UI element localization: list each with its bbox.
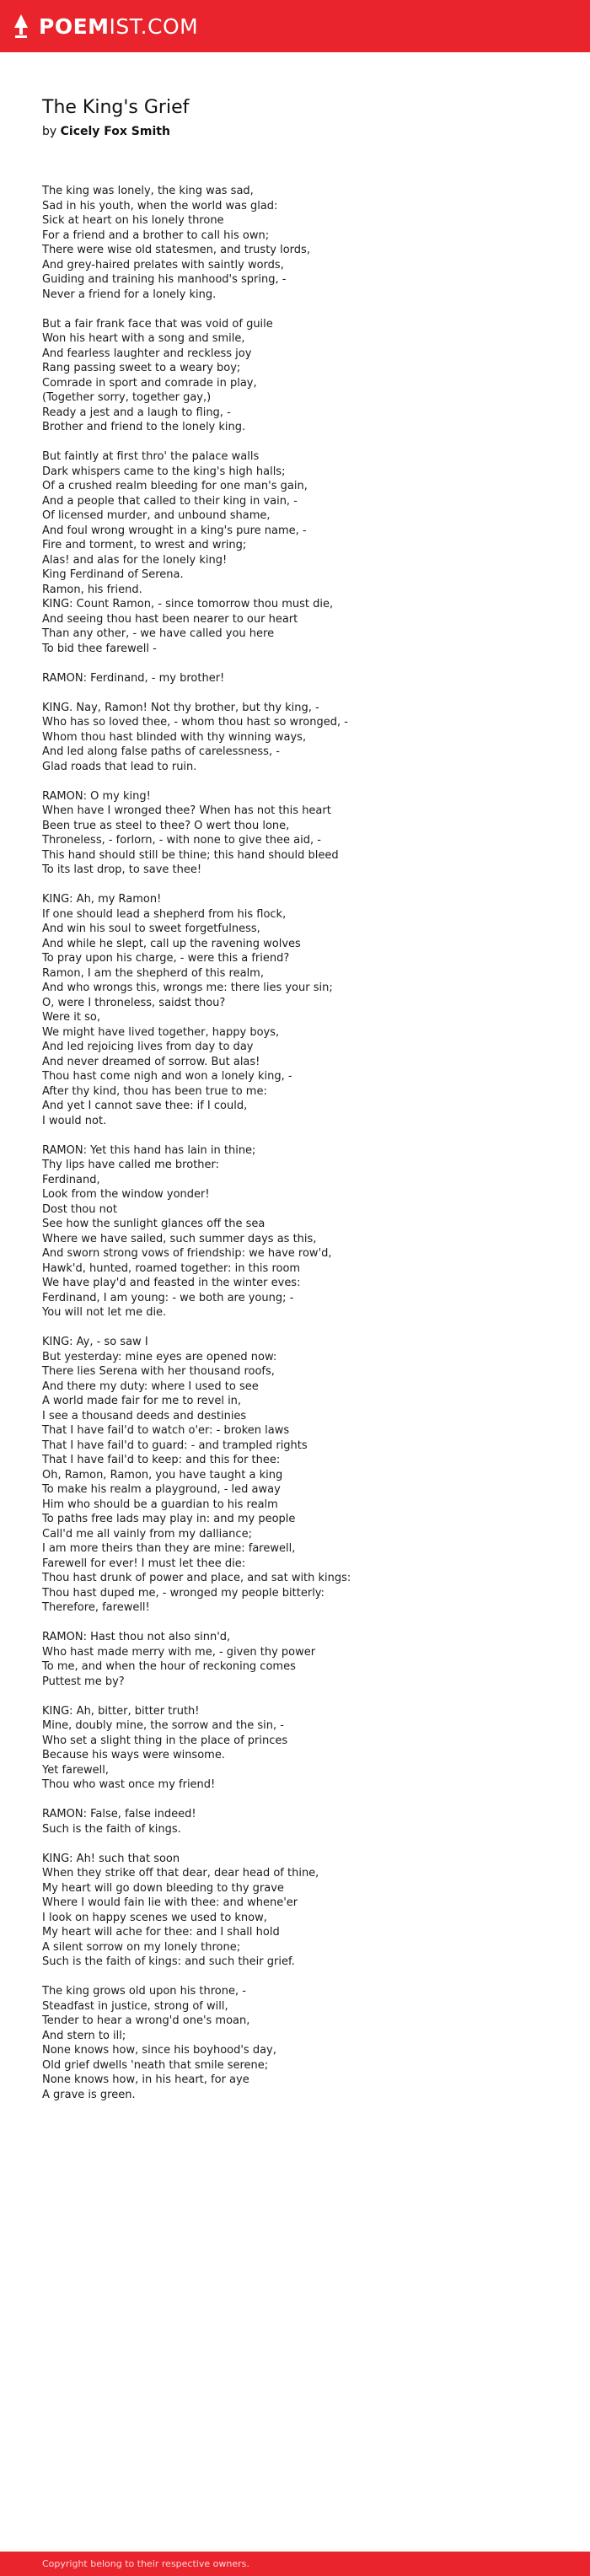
poem-line: And win his soul to sweet forgetfulness,	[42, 922, 260, 935]
poem-line: And there my duty: where I used to see	[42, 1379, 259, 1393]
poem-line: And foul wrong wrought in a king's pure name, -	[42, 524, 307, 537]
logo-wordmark	[39, 14, 198, 39]
poem-line: Guiding and training his manhood's spring, -	[42, 273, 287, 286]
poem-line: Dark whispers came to the king's high halls;	[42, 465, 286, 478]
poem-line: RAMON: Yet this hand has lain in thine;	[42, 1143, 256, 1157]
poem-stanza	[42, 1704, 565, 1793]
poem-line: The king grows old upon his throne, -	[42, 1985, 246, 1998]
poem-line: For a friend and a brother to call his own;	[42, 229, 270, 242]
poem-line: Glad roads that lead to ruin.	[42, 760, 197, 773]
poem-line: You will not let me die.	[42, 1306, 167, 1319]
poem-line: Mine, doubly mine, the sorrow and the sin, -	[42, 1719, 284, 1732]
poem-stanza	[42, 1807, 565, 1837]
poem-line: When they strike off that dear, dear head of thine,	[42, 1867, 319, 1880]
poem-line: And fearless laughter and reckless joy	[42, 347, 252, 360]
poem-line: King Ferdinand of Serena.	[42, 568, 184, 581]
poem-line: Never a friend for a lonely king.	[42, 288, 217, 301]
logo-text-bold: POEM	[39, 13, 110, 39]
byline-prefix: by	[42, 125, 57, 138]
poem-line: Who set a slight thing in the place of princes	[42, 1734, 288, 1747]
poem-line: KING: Count Ramon, - since tomorrow thou must die,	[42, 598, 334, 610]
poem-line: And never dreamed of sorrow. But alas!	[42, 1055, 260, 1068]
poem-line: Ferdinand,	[42, 1173, 100, 1186]
poem-line: Were it so,	[42, 1011, 100, 1024]
poem-line: KING: Ay, - so saw I	[42, 1336, 148, 1348]
poem-line: Whom thou hast blinded with thy winning ways,	[42, 730, 307, 744]
poem-line: Where I would fain lie with thee: and whene'er	[42, 1896, 298, 1909]
poem-stanza	[42, 1984, 565, 2102]
poem-line: Sad in his youth, when the world was glad:	[42, 199, 278, 212]
poem-line: None knows how, since his boyhood's day,	[42, 2044, 276, 2057]
poem-body	[42, 184, 565, 2117]
poem-line: Call'd me all vainly from my dalliance;	[42, 1527, 252, 1541]
poem-line: To me, and when the hour of reckoning comes	[42, 1660, 296, 1673]
poem-line: And a people that called to their king in vain, -	[42, 494, 298, 508]
poem-line: RAMON: False, false indeed!	[42, 1808, 196, 1820]
poem-line: And seeing thou hast been nearer to our heart	[42, 612, 298, 626]
poem-line: Yet farewell,	[42, 1763, 110, 1777]
poem-line: My heart will ache for thee: and I shall hold	[42, 1926, 280, 1939]
poem-line: Hawk'd, hunted, roamed together: in this room	[42, 1261, 301, 1275]
poem-line: Dost thou not	[42, 1202, 117, 1216]
poem-line: Than any other, - we have called you here	[42, 627, 275, 640]
poem-line: That I have fail'd to keep: and this for thee:	[42, 1454, 281, 1466]
poem-line: RAMON: Ferdinand, - my brother!	[42, 671, 225, 685]
poem-line: RAMON: Hast thou not also sinn'd,	[42, 1631, 231, 1643]
poem-line: Farewell for ever! I must let thee die:	[42, 1557, 246, 1570]
poem-line: Who hast made merry with me, - given thy power	[42, 1645, 316, 1659]
logo-text-light: IST.COM	[109, 13, 199, 39]
poem-line: And while he slept, call up the ravening wolves	[42, 937, 301, 950]
poem-line: Puttest me by?	[42, 1675, 125, 1688]
poem-title: The King's Grief	[42, 97, 190, 118]
poem-line: A world made fair for me to revel in,	[42, 1395, 242, 1407]
poem-line: I see a thousand deeds and destinies	[42, 1409, 247, 1422]
poem-stanza	[42, 892, 565, 1128]
poem-line: Because his ways were winsome.	[42, 1749, 225, 1761]
poem-stanza	[42, 789, 565, 878]
poem-line: And stern to ill;	[42, 2029, 126, 2042]
poem-line: After thy kind, thou has been true to me:	[42, 1084, 267, 1098]
poem-line: Won his heart with a song and smile,	[42, 332, 245, 345]
poem-line: A silent sorrow on my lonely throne;	[42, 1940, 241, 1954]
poem-line: Thou hast drunk of power and place, and sat with kings:	[42, 1572, 351, 1584]
poem-line: KING: Ah! such that soon	[42, 1852, 180, 1865]
poem-stanza	[42, 1630, 565, 1689]
poem-line: To its last drop, to save thee!	[42, 863, 202, 876]
poem-line: There were wise old statesmen, and trusty lords,	[42, 244, 310, 256]
quill-pen-icon	[12, 13, 30, 39]
poem-line: Such is the faith of kings.	[42, 1822, 181, 1836]
poem-line: Old grief dwells 'neath that smile serene;	[42, 2058, 269, 2072]
poem-line: Thou who wast once my friend!	[42, 1778, 216, 1791]
poem-line: Sick at heart on his lonely throne	[42, 214, 224, 227]
poem-stanza	[42, 1335, 565, 1616]
poem-line: Him who should be a guardian to his realm	[42, 1498, 278, 1511]
poem-line: KING. Nay, Ramon! Not thy brother, but thy king, -	[42, 701, 319, 714]
poem-line: We might have lived together, happy boys,	[42, 1025, 280, 1039]
poem-line: The king was lonely, the king was sad,	[42, 185, 254, 197]
poem-line: Comrade in sport and comrade in play,	[42, 376, 257, 390]
poem-stanza	[42, 1143, 565, 1320]
poem-line: Who has so loved thee, - whom thou hast so wronged, -	[42, 716, 348, 729]
poem-line: To pray upon his charge, - were this a friend?	[42, 952, 290, 965]
poem-line: And who wrongs this, wrongs me: there lies your sin;	[42, 981, 333, 994]
poem-line: But yesterday: mine eyes are opened now:	[42, 1350, 277, 1363]
poem-line: Steadfast in justice, strong of will,	[42, 1999, 228, 2013]
site-logo[interactable]	[12, 13, 198, 39]
site-header	[0, 0, 590, 52]
poem-line: But a fair frank face that was void of guile	[42, 317, 273, 331]
poem-line: Alas! and alas for the lonely king!	[42, 553, 228, 567]
poem-line: I look on happy scenes we used to know,	[42, 1911, 267, 1924]
poem-line: My heart will go down bleeding to thy grave	[42, 1881, 284, 1895]
poem-line: Rang passing sweet to a weary boy;	[42, 362, 241, 374]
poem-line: Such is the faith of kings: and such their grief.	[42, 1955, 295, 1968]
poem-line: Oh, Ramon, Ramon, you have taught a king	[42, 1468, 283, 1482]
poem-line: Throneless, - forlorn, - with none to give thee aid, -	[42, 834, 321, 847]
poem-line: I would not.	[42, 1114, 107, 1127]
poem-line: If one should lead a shepherd from his flock,	[42, 907, 287, 921]
poem-stanza	[42, 671, 565, 686]
poem-line: This hand should still be thine; this hand should bleed	[42, 848, 339, 862]
poem-line: Ramon, I am the shepherd of this realm,	[42, 966, 264, 980]
poem-author-link[interactable]: Cicely Fox Smith	[60, 125, 170, 138]
poem-line: That I have fail'd to guard: - and trampled rights	[42, 1439, 308, 1452]
poem-line: Been true as steel to thee? O wert thou lone,	[42, 819, 290, 832]
poem-byline	[42, 125, 170, 138]
poem-line: And grey-haired prelates with saintly words,	[42, 258, 284, 272]
poem-stanza	[42, 317, 565, 435]
poem-line: Ramon, his friend.	[42, 583, 142, 596]
poem-line: And led rejoicing lives from day to day	[42, 1041, 254, 1053]
poem-line: When have I wronged thee? When has not this heart	[42, 804, 331, 817]
poem-line: KING: Ah, my Ramon!	[42, 893, 162, 906]
poem-stanza	[42, 1852, 565, 1970]
poem-line: Thou hast duped me, - wronged my people bitterly:	[42, 1586, 324, 1600]
poem-line: Brother and friend to the lonely king.	[42, 421, 246, 433]
poem-line: Where we have sailed, such summer days as this,	[42, 1232, 317, 1245]
poem-line: RAMON: O my king!	[42, 789, 151, 803]
poem-line: KING: Ah, bitter, bitter truth!	[42, 1704, 200, 1718]
poem-line: We have play'd and feasted in the winter eves:	[42, 1277, 301, 1289]
poem-line: Ferdinand, I am young: - we both are young; -	[42, 1291, 294, 1304]
poem-line: Therefore, farewell!	[42, 1601, 150, 1614]
poem-line: But faintly at first thro' the palace walls	[42, 450, 260, 463]
poem-stanza	[42, 701, 565, 775]
poem-line: And yet I cannot save thee: if I could,	[42, 1100, 248, 1112]
poem-line: Thy lips have called me brother:	[42, 1159, 220, 1171]
site-footer	[0, 2552, 590, 2576]
poem-line: Of a crushed realm bleeding for one man's gain,	[42, 480, 308, 492]
poem-line: (Together sorry, together gay,)	[42, 391, 212, 404]
poem-line: There lies Serena with her thousand roofs,	[42, 1365, 275, 1378]
poem-line: Fire and torment, to wrest and wring;	[42, 539, 247, 551]
poem-line: A grave is green.	[42, 2088, 136, 2101]
poem-line: Thou hast come nigh and won a lonely king, -	[42, 1070, 292, 1083]
poem-line: To bid thee farewell -	[42, 642, 157, 655]
poem-stanza	[42, 449, 565, 656]
poem-line: That I have fail'd to watch o'er: - broken laws	[42, 1424, 290, 1437]
poem-line: Tender to hear a wrong'd one's moan,	[42, 2014, 250, 2027]
poem-line: Of licensed murder, and unbound shame,	[42, 509, 271, 522]
poem-line: And led along false paths of carelessness, -	[42, 745, 280, 758]
poem-line: Ready a jest and a laugh to fling, -	[42, 406, 231, 419]
poem-line: To make his realm a playground, - led away	[42, 1483, 281, 1496]
poem-line: To paths free lads may play in: and my people	[42, 1513, 296, 1525]
poem-line: Look from the window yonder!	[42, 1188, 210, 1201]
poem-line: And sworn strong vows of friendship: we have row'd,	[42, 1247, 332, 1260]
poem-stanza	[42, 184, 565, 302]
poem-line: None knows how, in his heart, for aye	[42, 2073, 249, 2086]
poem-line: See how the sunlight glances off the sea	[42, 1218, 266, 1230]
footer-copyright: Copyright belong to their respective owners.	[42, 2558, 249, 2569]
poem-line: I am more theirs than they are mine: farewell,	[42, 1542, 296, 1555]
poem-line: O, were I throneless, saidst thou?	[42, 996, 226, 1009]
